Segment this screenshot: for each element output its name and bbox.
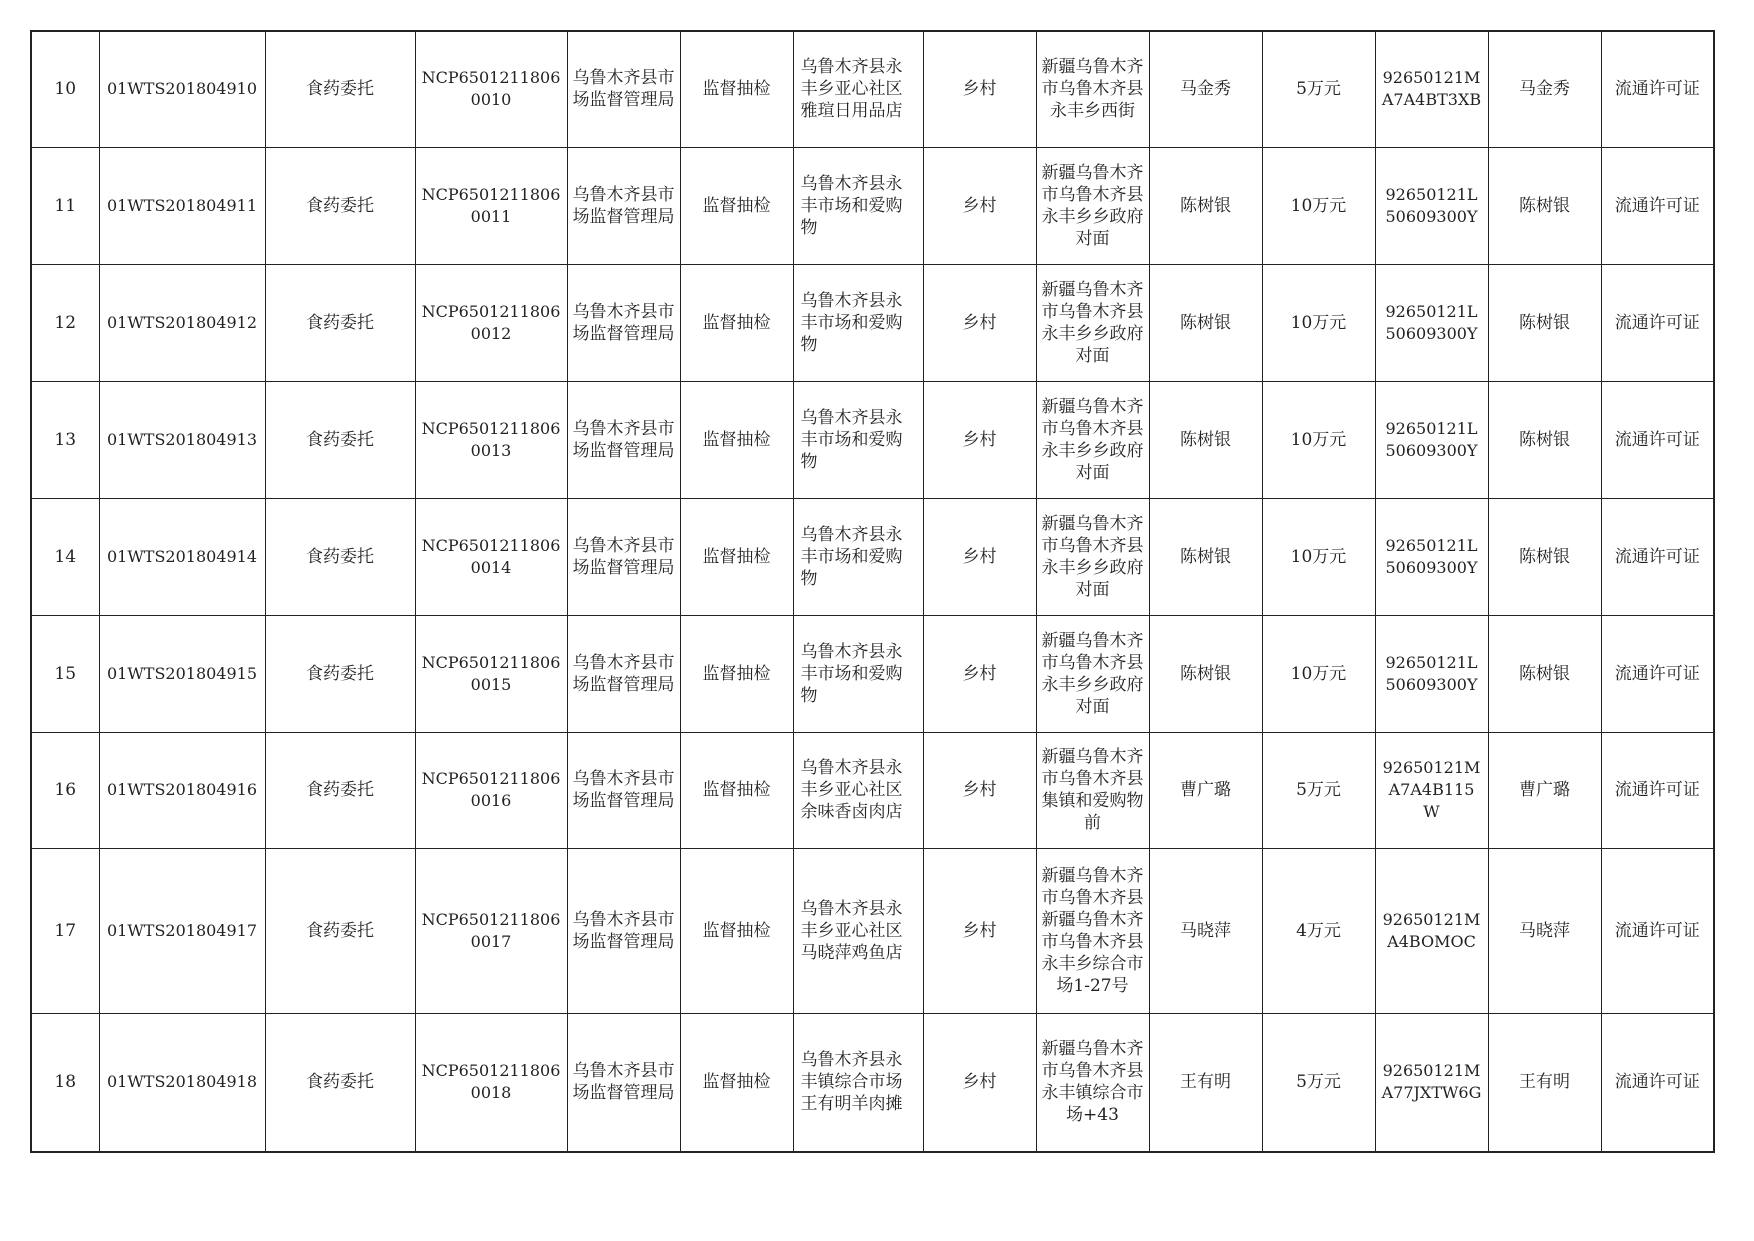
cell-address: 新疆乌鲁木齐市乌鲁木齐县永丰乡西街 bbox=[1036, 31, 1149, 147]
cell-license-type: 流通许可证 bbox=[1601, 732, 1714, 848]
cell-credit-code: 92650121L50609300Y bbox=[1375, 381, 1488, 498]
cell-task-source: 食药委托 bbox=[265, 31, 415, 147]
cell-contact: 陈树银 bbox=[1488, 381, 1601, 498]
cell-entity-name: 乌鲁木齐县永丰乡亚心社区雅瑄日用品店 bbox=[793, 31, 923, 147]
cell-sample-id: NCP65012118060012 bbox=[415, 264, 567, 381]
cell-task-source: 食药委托 bbox=[265, 147, 415, 264]
table-row bbox=[31, 264, 1714, 381]
table-row bbox=[31, 31, 1714, 147]
cell-sample-id: NCP65012118060014 bbox=[415, 498, 567, 615]
table-row bbox=[31, 381, 1714, 498]
cell-area: 乡村 bbox=[923, 147, 1036, 264]
cell-area: 乡村 bbox=[923, 498, 1036, 615]
cell-registered-capital: 5万元 bbox=[1262, 732, 1375, 848]
cell-no: 16 bbox=[31, 732, 99, 848]
cell-check-type: 监督抽检 bbox=[680, 381, 793, 498]
cell-no: 15 bbox=[31, 615, 99, 732]
cell-contact: 陈树银 bbox=[1488, 147, 1601, 264]
cell-contact: 马金秀 bbox=[1488, 31, 1601, 147]
cell-legal-representative: 曹广璐 bbox=[1149, 732, 1262, 848]
cell-no: 12 bbox=[31, 264, 99, 381]
cell-legal-representative: 陈树银 bbox=[1149, 615, 1262, 732]
cell-sample-code: 01WTS201804917 bbox=[99, 848, 265, 1013]
cell-entity-name: 乌鲁木齐县永丰市场和爱购物 bbox=[793, 264, 923, 381]
cell-license-type: 流通许可证 bbox=[1601, 615, 1714, 732]
cell-entity-name: 乌鲁木齐县永丰市场和爱购物 bbox=[793, 498, 923, 615]
cell-entity-name: 乌鲁木齐县永丰市场和爱购物 bbox=[793, 381, 923, 498]
cell-sample-id: NCP65012118060016 bbox=[415, 732, 567, 848]
cell-credit-code: 92650121MA7A4BT3XB bbox=[1375, 31, 1488, 147]
cell-check-type: 监督抽检 bbox=[680, 498, 793, 615]
table-row bbox=[31, 1013, 1714, 1152]
cell-entity-name: 乌鲁木齐县永丰镇综合市场王有明羊肉摊 bbox=[793, 1013, 923, 1152]
cell-no: 11 bbox=[31, 147, 99, 264]
cell-credit-code: 92650121MA77JXTW6G bbox=[1375, 1013, 1488, 1152]
cell-registered-capital: 5万元 bbox=[1262, 31, 1375, 147]
table-row bbox=[31, 147, 1714, 264]
cell-address: 新疆乌鲁木齐市乌鲁木齐县永丰乡乡政府对面 bbox=[1036, 381, 1149, 498]
cell-sample-code: 01WTS201804915 bbox=[99, 615, 265, 732]
cell-organization: 乌鲁木齐县市场监督管理局 bbox=[567, 615, 680, 732]
cell-sample-code: 01WTS201804911 bbox=[99, 147, 265, 264]
cell-no: 14 bbox=[31, 498, 99, 615]
cell-check-type: 监督抽检 bbox=[680, 31, 793, 147]
cell-area: 乡村 bbox=[923, 615, 1036, 732]
cell-organization: 乌鲁木齐县市场监督管理局 bbox=[567, 848, 680, 1013]
table-row bbox=[31, 848, 1714, 1013]
cell-license-type: 流通许可证 bbox=[1601, 381, 1714, 498]
cell-legal-representative: 陈树银 bbox=[1149, 498, 1262, 615]
cell-entity-name: 乌鲁木齐县永丰乡亚心社区余味香卤肉店 bbox=[793, 732, 923, 848]
cell-check-type: 监督抽检 bbox=[680, 264, 793, 381]
cell-sample-id: NCP65012118060018 bbox=[415, 1013, 567, 1152]
cell-license-type: 流通许可证 bbox=[1601, 498, 1714, 615]
cell-task-source: 食药委托 bbox=[265, 848, 415, 1013]
cell-no: 17 bbox=[31, 848, 99, 1013]
cell-organization: 乌鲁木齐县市场监督管理局 bbox=[567, 264, 680, 381]
cell-license-type: 流通许可证 bbox=[1601, 1013, 1714, 1152]
cell-address: 新疆乌鲁木齐市乌鲁木齐县永丰乡乡政府对面 bbox=[1036, 615, 1149, 732]
cell-organization: 乌鲁木齐县市场监督管理局 bbox=[567, 498, 680, 615]
cell-check-type: 监督抽检 bbox=[680, 615, 793, 732]
cell-area: 乡村 bbox=[923, 381, 1036, 498]
cell-entity-name: 乌鲁木齐县永丰市场和爱购物 bbox=[793, 147, 923, 264]
cell-check-type: 监督抽检 bbox=[680, 147, 793, 264]
cell-contact: 王有明 bbox=[1488, 1013, 1601, 1152]
cell-no: 18 bbox=[31, 1013, 99, 1152]
cell-credit-code: 92650121L50609300Y bbox=[1375, 615, 1488, 732]
cell-check-type: 监督抽检 bbox=[680, 1013, 793, 1152]
cell-check-type: 监督抽检 bbox=[680, 848, 793, 1013]
cell-credit-code: 92650121MA7A4B115W bbox=[1375, 732, 1488, 848]
cell-organization: 乌鲁木齐县市场监督管理局 bbox=[567, 147, 680, 264]
cell-organization: 乌鲁木齐县市场监督管理局 bbox=[567, 381, 680, 498]
cell-contact: 陈树银 bbox=[1488, 264, 1601, 381]
cell-contact: 陈树银 bbox=[1488, 615, 1601, 732]
cell-credit-code: 92650121L50609300Y bbox=[1375, 498, 1488, 615]
cell-sample-id: NCP65012118060010 bbox=[415, 31, 567, 147]
table-row bbox=[31, 615, 1714, 732]
cell-sample-id: NCP65012118060011 bbox=[415, 147, 567, 264]
cell-contact: 曹广璐 bbox=[1488, 732, 1601, 848]
cell-entity-name: 乌鲁木齐县永丰乡亚心社区马晓萍鸡鱼店 bbox=[793, 848, 923, 1013]
table-row bbox=[31, 732, 1714, 848]
cell-address: 新疆乌鲁木齐市乌鲁木齐县新疆乌鲁木齐市乌鲁木齐县永丰乡综合市场1-27号 bbox=[1036, 848, 1149, 1013]
cell-check-type: 监督抽检 bbox=[680, 732, 793, 848]
cell-area: 乡村 bbox=[923, 264, 1036, 381]
cell-license-type: 流通许可证 bbox=[1601, 848, 1714, 1013]
cell-registered-capital: 10万元 bbox=[1262, 615, 1375, 732]
cell-task-source: 食药委托 bbox=[265, 264, 415, 381]
cell-organization: 乌鲁木齐县市场监督管理局 bbox=[567, 1013, 680, 1152]
cell-registered-capital: 5万元 bbox=[1262, 1013, 1375, 1152]
cell-license-type: 流通许可证 bbox=[1601, 31, 1714, 147]
cell-contact: 马晓萍 bbox=[1488, 848, 1601, 1013]
cell-task-source: 食药委托 bbox=[265, 1013, 415, 1152]
cell-sample-code: 01WTS201804916 bbox=[99, 732, 265, 848]
cell-task-source: 食药委托 bbox=[265, 732, 415, 848]
cell-credit-code: 92650121L50609300Y bbox=[1375, 147, 1488, 264]
cell-sample-code: 01WTS201804910 bbox=[99, 31, 265, 147]
cell-address: 新疆乌鲁木齐市乌鲁木齐县永丰乡乡政府对面 bbox=[1036, 147, 1149, 264]
cell-sample-code: 01WTS201804918 bbox=[99, 1013, 265, 1152]
cell-entity-name: 乌鲁木齐县永丰市场和爱购物 bbox=[793, 615, 923, 732]
cell-license-type: 流通许可证 bbox=[1601, 147, 1714, 264]
cell-legal-representative: 陈树银 bbox=[1149, 147, 1262, 264]
cell-registered-capital: 10万元 bbox=[1262, 381, 1375, 498]
table-body bbox=[31, 31, 1714, 1152]
cell-credit-code: 92650121MA4BOMOC bbox=[1375, 848, 1488, 1013]
cell-address: 新疆乌鲁木齐市乌鲁木齐县集镇和爱购物前 bbox=[1036, 732, 1149, 848]
cell-sample-code: 01WTS201804914 bbox=[99, 498, 265, 615]
cell-registered-capital: 10万元 bbox=[1262, 147, 1375, 264]
cell-sample-code: 01WTS201804912 bbox=[99, 264, 265, 381]
cell-address: 新疆乌鲁木齐市乌鲁木齐县永丰乡乡政府对面 bbox=[1036, 264, 1149, 381]
cell-sample-id: NCP65012118060013 bbox=[415, 381, 567, 498]
cell-task-source: 食药委托 bbox=[265, 615, 415, 732]
cell-no: 10 bbox=[31, 31, 99, 147]
cell-sample-id: NCP65012118060017 bbox=[415, 848, 567, 1013]
cell-legal-representative: 陈树银 bbox=[1149, 381, 1262, 498]
sampling-record-table bbox=[30, 30, 1715, 1153]
cell-organization: 乌鲁木齐县市场监督管理局 bbox=[567, 31, 680, 147]
cell-address: 新疆乌鲁木齐市乌鲁木齐县永丰乡乡政府对面 bbox=[1036, 498, 1149, 615]
cell-area: 乡村 bbox=[923, 31, 1036, 147]
cell-address: 新疆乌鲁木齐市乌鲁木齐县永丰镇综合市场+43 bbox=[1036, 1013, 1149, 1152]
cell-area: 乡村 bbox=[923, 732, 1036, 848]
cell-sample-code: 01WTS201804913 bbox=[99, 381, 265, 498]
cell-legal-representative: 马金秀 bbox=[1149, 31, 1262, 147]
cell-no: 13 bbox=[31, 381, 99, 498]
cell-area: 乡村 bbox=[923, 848, 1036, 1013]
table-row bbox=[31, 498, 1714, 615]
cell-registered-capital: 10万元 bbox=[1262, 498, 1375, 615]
cell-task-source: 食药委托 bbox=[265, 498, 415, 615]
cell-registered-capital: 4万元 bbox=[1262, 848, 1375, 1013]
cell-registered-capital: 10万元 bbox=[1262, 264, 1375, 381]
cell-organization: 乌鲁木齐县市场监督管理局 bbox=[567, 732, 680, 848]
cell-area: 乡村 bbox=[923, 1013, 1036, 1152]
cell-credit-code: 92650121L50609300Y bbox=[1375, 264, 1488, 381]
cell-task-source: 食药委托 bbox=[265, 381, 415, 498]
cell-legal-representative: 陈树银 bbox=[1149, 264, 1262, 381]
cell-contact: 陈树银 bbox=[1488, 498, 1601, 615]
cell-legal-representative: 马晓萍 bbox=[1149, 848, 1262, 1013]
cell-license-type: 流通许可证 bbox=[1601, 264, 1714, 381]
cell-sample-id: NCP65012118060015 bbox=[415, 615, 567, 732]
cell-legal-representative: 王有明 bbox=[1149, 1013, 1262, 1152]
